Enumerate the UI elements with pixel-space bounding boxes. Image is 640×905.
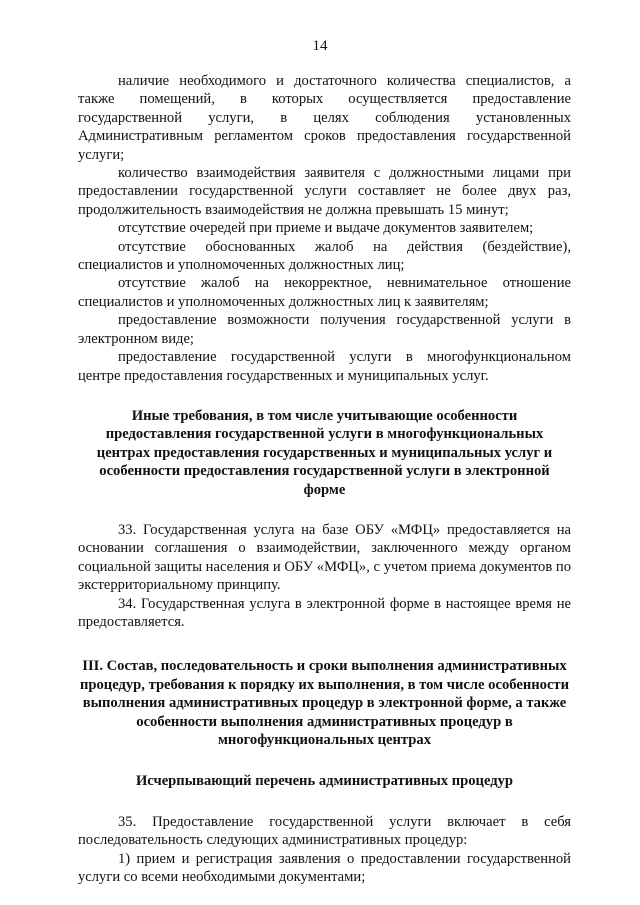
subheading-procedures: Исчерпывающий перечень административных процедур [135, 773, 514, 790]
page-number: 14 [312, 38, 328, 54]
paragraph: предоставление государственной услуги в многофункциональном центре предоставления государственных и муниципальных услуг. [78, 349, 571, 384]
paragraph: количество взаимодействия заявителя с должностными лицами при предоставлении государственной услуги составляет не более двух раз, продолжительность взаимодействия не должна превышать 15 минут; [78, 165, 571, 218]
paragraph: отсутствие жалоб на некорректное, невнимательное отношение специалистов и уполномоченных должностных лиц к заявителям; [78, 275, 571, 310]
paragraph-35: 35. Предоставление государственной услуги включает в себя последовательность следующих административных процедур: [78, 813, 571, 849]
paragraph: наличие необходимого и достаточного количества специалистов, а также помещений, в которых осуществляется предоставление государственной услуги, в целях соблюдения установленных Административным регламентом сроков предоставления государственной услуги; [78, 73, 571, 163]
paragraph: предоставление возможности получения государственной услуги в электронном виде; [78, 312, 571, 347]
paragraph-34: 34. Государственная услуга в электронной форме в настоящее время не предоставляется. [78, 595, 571, 630]
section-heading-iii: III. Состав, последовательность и сроки выполнения административных процедур, требования к порядку их выполнения, в том числе особенности выполнения административных процедур в электронной форме, а также особенности выполнения административных процедур в многофункциональных центрах [79, 658, 570, 748]
paragraph: отсутствие обоснованных жалоб на действия (бездействие), специалистов и уполномоченных должностных лиц; [78, 238, 571, 274]
heading-other-requirements: Иные требования, в том числе учитывающие особенности предоставления государственной услуги в многофункциональных центрах предоставления государственных и муниципальных услуг и особенности предоставления государственной услуги в электронной форме [96, 407, 553, 498]
paragraph-33: 33. Государственная услуга на базе ОБУ «МФЦ» предоставляется на основании соглашения о взаимодействии, заключенного между органом социальной защиты населения и ОБУ «МФЦ», с учетом приема документов по экстерриториальному принципу. [78, 521, 571, 594]
paragraph-item-1: 1) прием и регистрация заявления о предоставлении государственной услуги со всеми необходимыми документами; [78, 850, 571, 886]
paragraph: отсутствие очередей при приеме и выдаче документов заявителем; [118, 220, 534, 237]
page-content [78, 72, 571, 886]
